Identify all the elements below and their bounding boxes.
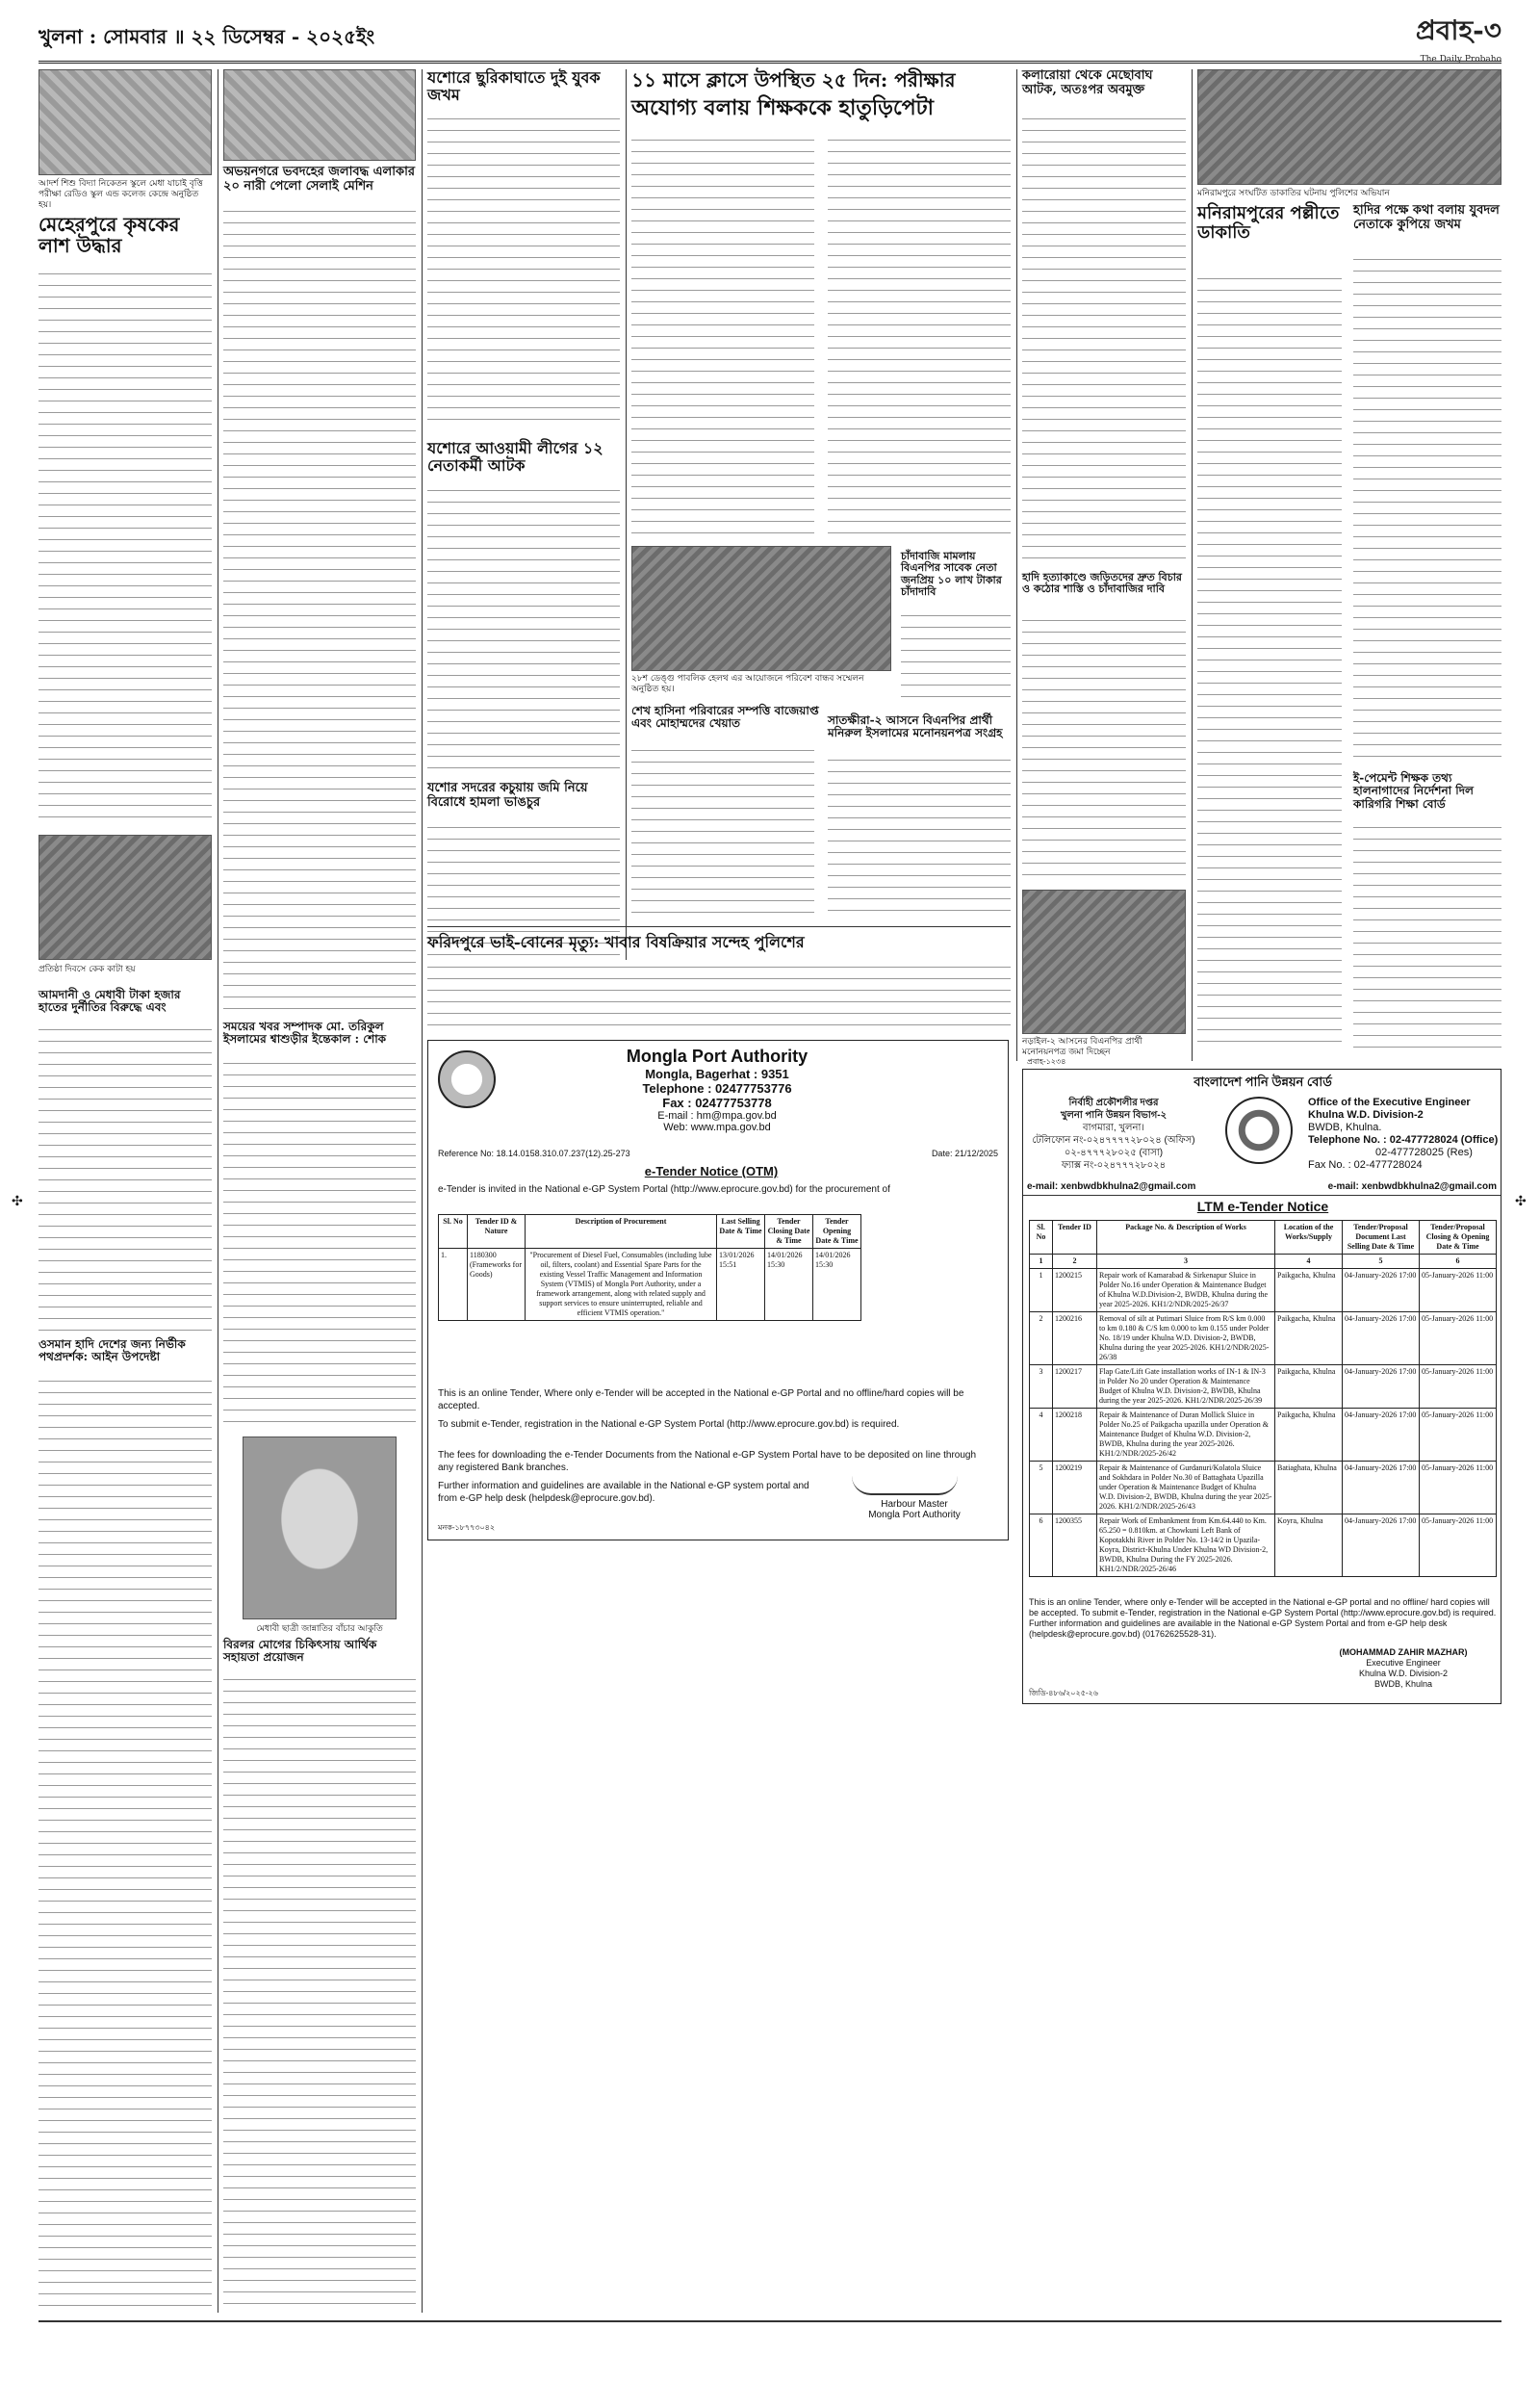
article-body: [1022, 112, 1186, 564]
article-body: [223, 1672, 416, 2308]
headline: মনিরামপুরের পল্লীতে ডাকাতি: [1197, 203, 1340, 244]
headline: যশোরে আওয়ামী লীগের ১২ নেতাকর্মী আটক: [427, 439, 603, 475]
divider: [1023, 1195, 1501, 1196]
lead-headline: ১১ মাসে ক্লাসে উপস্থিত ২৫ দিন: পরীক্ষার: [631, 68, 956, 91]
article-body: [828, 133, 1011, 537]
table-row: [1030, 1365, 1497, 1409]
sign-name: (MOHAMMAD ZAHIR MAZHAR): [1339, 1647, 1468, 1657]
headline: সময়ের খবর সম্পাদক মো. তরিকুল ইসলামের শ্বাশুড়ীর ইন্তেকাল : শোক: [223, 1020, 387, 1047]
photo-ceremony: [38, 835, 212, 960]
notice-date: Date: 21/12/2025: [931, 1149, 998, 1158]
article-body: [427, 960, 1011, 1032]
article-body: [631, 133, 814, 537]
bn-place: বাগমারা, খুলনা।: [1083, 1123, 1144, 1133]
bn-division: খুলনা পানি উন্নয়ন বিভাগ-২: [1060, 1110, 1168, 1121]
headline: চাঁদাবাজি মামলায় বিএনপির সাবেক নেতা জনপ্রিয় ১০ লাখ টাকার চাঁদাদাবি: [901, 550, 1002, 598]
col-number: 3: [1097, 1255, 1275, 1269]
bwdb-signatory: [1312, 1647, 1495, 1690]
table-row: [1030, 1269, 1497, 1312]
table-cell: 1200216: [1053, 1312, 1097, 1365]
col-number: 6: [1420, 1255, 1497, 1269]
bn-fax: ফ্যাক্স নং-০২৪৭৭৭২৮০২৪: [1061, 1160, 1167, 1171]
article-body: [1022, 613, 1186, 883]
bn-phone: টেলিফোন নং-০২৪৭৭৭৭২৮০২৪ (অফিস): [1032, 1135, 1195, 1146]
notice-para: Further information and guidelines are available in the National e-GP system portal and from e-GP help desk (helpdesk@eprocure.gov.bd).: [438, 1481, 809, 1504]
headline: সাতক্ষীরা-২ আসনে বিএনপির প্রার্থী মনিরুল ইসলামের মনোনয়নপত্র সংগ্রহ: [828, 713, 1003, 740]
photo-caption: ২৮শ ডেঙ্গু পাবলিক হেলথ এর আয়োজনে পরিবেশ বান্ধব সম্মেলন অনুষ্ঠিত হয়।: [631, 674, 864, 694]
column-5: [1022, 69, 1186, 1061]
bn-phone-res: ০২-৪৭৭৭২৮০২৫ (বাসা): [1064, 1148, 1164, 1158]
bwdb-tender-ad: [1022, 1057, 1502, 1704]
column-3: [427, 69, 620, 1032]
bwdb-notice-title: LTM e-Tender Notice: [1196, 1199, 1329, 1214]
table-cell: 1200217: [1053, 1365, 1097, 1409]
story-divider: [427, 926, 1011, 927]
article-body: [631, 743, 814, 917]
bn-office: নির্বাহী প্রকৌশলীর দপ্তর: [1068, 1098, 1159, 1108]
table-cell: 4: [1030, 1409, 1053, 1462]
table-cell: Repair & Maintenance of Duran Mollick Sluice in Polder No.25 of Paikgacha upazilla under Operation & Maintenance Budget of Khulna W.D. Division-2, BWDB, Khulna during the year 2025-2026. KH1/2/NDR/2025-26/42: [1097, 1409, 1275, 1462]
sign-division: Khulna W.D. Division-2: [1358, 1669, 1449, 1678]
en-telephone-res: 02-477728025 (Res): [1375, 1147, 1473, 1158]
org-name: Mongla Port Authority: [626, 1047, 808, 1066]
ad-header: [505, 1047, 929, 1133]
headline: শেখ হাসিনা পরিবারের সম্পত্তি বাজেয়াপ্ত এবং মোহাম্মদের খেয়াত: [631, 704, 819, 731]
register-mark: ✣: [12, 1194, 23, 1209]
notice-title: e-Tender Notice (OTM): [644, 1164, 779, 1178]
table-header: Tender Closing Date & Time: [765, 1215, 813, 1249]
en-fax: Fax No. : 02-477728024: [1308, 1159, 1423, 1171]
table-cell: 04-January-2026 17:00: [1343, 1312, 1420, 1365]
table-row: [1030, 1462, 1497, 1514]
table-cell: 6: [1030, 1514, 1053, 1577]
article-body: [223, 204, 416, 1013]
table-cell: 3: [1030, 1365, 1053, 1409]
table-cell: Paikgacha, Khulna: [1275, 1409, 1343, 1462]
bwdb-ad-code: জিডি-৪৮৬/২০২৫-২৬: [1029, 1689, 1098, 1697]
table-cell: 05-January-2026 11:00: [1420, 1312, 1497, 1365]
col-number: 2: [1053, 1255, 1097, 1269]
table-header: Description of Procurement: [526, 1215, 717, 1249]
column-6: [1197, 69, 1502, 1061]
bwdb-banner: বাংলাদেশ পানি উন্নয়ন বোর্ড: [1194, 1074, 1332, 1089]
column-rule: [1192, 69, 1193, 1061]
article-body: [1353, 820, 1502, 1051]
article-body: [38, 1022, 212, 1331]
mongla-tender-ad: [427, 1040, 1009, 1540]
table-cell: 5: [1030, 1462, 1053, 1514]
table-cell: Paikgacha, Khulna: [1275, 1312, 1343, 1365]
table-row: [1030, 1312, 1497, 1365]
table-cell: Repair & Maintenance of Gurdanuri/Kolatola Sluice and Sokhdara in Polder No.30 of Battaghata Upazilla under Operation & Maintenance Budget of Khulna W.D. Division-2, BWDB, Khulna during the year 2025-2026. KH1/2/NDR/2025-26/43: [1097, 1462, 1275, 1514]
headline: ফরিদপুরে ভাই-বোনের মৃত্যু: খাবার বিষক্রিয়ার সন্দেহ পুলিশের: [427, 933, 805, 951]
headline: যশোর সদরের কচুয়ায় জমি নিয়ে বিরোধে হামলা ভাঙচুর: [427, 781, 588, 810]
en-telephone: Telephone No. : 02-477728024 (Office): [1308, 1134, 1499, 1146]
headline: ই-পেমেন্ট শিক্ষক তথ্য হালনাগাদের নির্দেশনা দিল কারিগরি শিক্ষা বোর্ড: [1353, 771, 1474, 811]
sign-org: BWDB, Khulna: [1373, 1679, 1433, 1689]
table-cell: Paikgacha, Khulna: [1275, 1269, 1343, 1312]
en-division: Khulna W.D. Division-2: [1308, 1109, 1424, 1121]
table-cell: 1200215: [1053, 1269, 1097, 1312]
col-number: 4: [1275, 1255, 1343, 1269]
table-cell: 04-January-2026 17:00: [1343, 1409, 1420, 1462]
column-2: [223, 69, 416, 2313]
table-cell: 1200355: [1053, 1514, 1097, 1577]
lead-headline: অযোগ্য বলায় শিক্ষককে হাতুড়িপেটা: [631, 95, 935, 120]
table-header: Sl. No: [439, 1215, 468, 1249]
table-header: Last Selling Date & Time: [717, 1215, 765, 1249]
table-cell: 2: [1030, 1312, 1053, 1365]
table-header: Tender ID & Nature: [468, 1215, 526, 1249]
photo-police: [1197, 69, 1502, 185]
table-number-row: [1030, 1255, 1497, 1269]
photo-caption: মেধাবী ছাত্রী জান্নাতির বাঁচার আকুতি: [256, 1624, 383, 1634]
table-cell: Koyra, Khulna: [1275, 1514, 1343, 1577]
table-cell: 05-January-2026 11:00: [1420, 1409, 1497, 1462]
article-body: [1353, 252, 1502, 763]
notice-para: The fees for downloading the e-Tender Documents from the National e-GP System Portal have to be deposited on line through any registered Bank branches.: [438, 1450, 977, 1473]
bwdb-code: প্রবাহ-১২৩৪: [1027, 1057, 1066, 1066]
table-cell: Paikgacha, Khulna: [1275, 1365, 1343, 1409]
reference-no: Reference No: 18.14.0158.310.07.237(12).25-273: [438, 1149, 630, 1158]
article-body: [38, 1374, 212, 2308]
table-cell: 1.: [439, 1249, 468, 1321]
email-right[interactable]: e-mail: xenbwdbkhulna2@gmail.com: [1327, 1181, 1497, 1192]
headline: ওসমান হাদি দেশের জন্য নির্ভীক পথপ্রদর্শক: আইন উপদেষ্টা: [38, 1337, 186, 1364]
notice-para: This is an online Tender, Where only e-Tender will be accepted in the National e-GP Portal and no offline/hard copies will be accepted.: [438, 1388, 964, 1411]
col-number: 5: [1343, 1255, 1420, 1269]
photo-caption: মনিরামপুরে সংঘটিত ডাকাতির ঘটনায় পুলিশের অভিযান: [1197, 189, 1390, 198]
headline: বিরলর মোগের চিকিৎসায় আর্থিক সহায়তা প্রয়োজন: [223, 1638, 377, 1665]
table-cell: 04-January-2026 17:00: [1343, 1269, 1420, 1312]
table-cell: 14/01/2026 15:30: [765, 1249, 813, 1321]
headline: যশোরে ছুরিকাঘাতে দুই যুবক জখম: [427, 68, 601, 104]
table-header: Tender/Proposal Closing & Opening Date & Time: [1420, 1221, 1497, 1255]
bwdb-footer-text: This is an online Tender, where only e-Tender will be accepted in the National e-GP portal and no offline/ hard copies will be accepted. To submit e-Tender, registration in the National e-GP System Portal (http://www.eprocure.gov.bd) is required. Further information and guidelines are available in the National e-GP System Portal and from e-GP help desk (helpdesk@eprocure.gov.bd) (01762625528-31).: [1029, 1597, 1497, 1639]
table-header: Sl. No: [1030, 1221, 1053, 1255]
org-email[interactable]: E-mail : hm@mpa.gov.bd: [657, 1110, 777, 1122]
photo-exam: [38, 69, 212, 175]
en-office: Office of the Executive Engineer: [1308, 1097, 1471, 1108]
photo-caption: আদর্শ শিশু বিদ্যা নিকেতন স্কুলে মেধা যাচাই বৃত্তি পরীক্ষা রেডিও স্কুল এন্ড কলেজ কেন্দ্রে অনুষ্ঠিত হয়।: [38, 179, 203, 210]
masthead: [38, 10, 1502, 64]
ad-code: মনক-১৮৭৭৩০৪২: [438, 1523, 496, 1532]
table-header: Tender/Proposal Document Last Selling Date & Time: [1343, 1221, 1420, 1255]
article-body: [223, 1056, 416, 1432]
mpa-logo: [438, 1050, 496, 1108]
photo-student: [243, 1436, 397, 1619]
article-body: [427, 112, 620, 429]
headline: হাদি হত্যাকাণ্ডে জড়িতদের দ্রুত বিচার ও কঠোর শাস্তি ও চাঁদাবাজির দাবি: [1022, 571, 1182, 596]
signatory: [833, 1499, 996, 1520]
paper-name: প্রবাহ-৩: [1415, 14, 1502, 46]
table-cell: 04-January-2026 17:00: [1343, 1365, 1420, 1409]
table-cell: 05-January-2026 11:00: [1420, 1514, 1497, 1577]
table-cell: Removal of silt at Putimari Sluice from R/S km 0.000 to km 0.180 & C/S km 0.000 to km 0.155 under Polder No. 18/19 under Khulna W.D. Division-2, BWDB, Khulna during the year 2025-2026. KH1/2/NDR/2025-26/38: [1097, 1312, 1275, 1365]
org-web[interactable]: Web: www.mpa.gov.bd: [663, 1122, 771, 1133]
signature-scribble: [852, 1476, 958, 1495]
org-address: Mongla, Bagerhat : 9351: [645, 1067, 789, 1081]
table-cell: 1180300 (Frameworks for Goods): [468, 1249, 526, 1321]
headline: অভয়নগরে ভবদহের জলাবদ্ধ এলাকার ২০ নারী পেলো সেলাই মেশিন: [223, 165, 416, 194]
table-cell: "Procurement of Diesel Fuel, Consumables (including lube oil, filters, coolant) and Essential Spare Parts for the existing Vessel Traffic Management and Information System (VTMIS) of Mongla Port Authority, under a framework arrangement, along with related supply and support services to ensure uninterrupted, reliable and efficient VTMIS operation.": [526, 1249, 717, 1321]
table-cell: 14/01/2026 15:30: [813, 1249, 861, 1321]
table-cell: 05-January-2026 11:00: [1420, 1269, 1497, 1312]
table-cell: 13/01/2026 15:51: [717, 1249, 765, 1321]
sign-title: Executive Engineer: [1366, 1658, 1441, 1668]
col-number: 1: [1030, 1255, 1053, 1269]
table-row: [439, 1249, 861, 1321]
bwdb-tender-table: [1029, 1220, 1497, 1577]
signatory-org: Mongla Port Authority: [868, 1510, 961, 1520]
register-mark: ✣: [1515, 1194, 1527, 1209]
email-left[interactable]: e-mail: xenbwdbkhulna2@gmail.com: [1027, 1181, 1196, 1192]
bwdb-logo: [1225, 1097, 1293, 1164]
notice-para: To submit e-Tender, registration in the National e-GP System Portal (http://www.eprocure.gov.bd) is required.: [438, 1419, 900, 1430]
table-cell: Flap Gate/Lift Gate installation works of IN-1 & IN-3 in Polder No 20 under Operation & Maintenance Budget of Khulna W.D. Division-2, BWDB, Khulna during the year 2025-2026. KH1/2/NDR/2025-26/39: [1097, 1365, 1275, 1409]
signatory-title: Harbour Master: [881, 1499, 948, 1510]
headline: মেহেরপুরে কৃষকের লাশ উদ্ধার: [38, 213, 180, 258]
column-rule: [626, 69, 627, 1032]
photo-machines: [223, 69, 416, 161]
table-cell: 1: [1030, 1269, 1053, 1312]
en-office-block: [1308, 1097, 1499, 1172]
table-cell: Repair work of Kamarabad & Sirkenapur Sluice in Polder No.16 under Operation & Maintenance Budget of Khulna W.D.Division-2, BWDB, Khulna during the year 2025-2026. KH1/2/NDR/2025-26/37: [1097, 1269, 1275, 1312]
table-header-row: [439, 1215, 861, 1249]
bn-office-block: [1027, 1097, 1200, 1172]
table-cell: Batiaghata, Khulna: [1275, 1462, 1343, 1514]
table-cell: Repair Work of Embankment from Km.64.440 to Km. 65.250 = 0.810km. at Chowkuni Left Bank of Kopotakkhi River in Polder No. 13-14/2 in Upazila-Koyra, District-Khulna Under Khulna WD Division-2, BWDB, Khulna During the FY 2025-2026. KH1/2/NDR/2025-26/46: [1097, 1514, 1275, 1577]
table-cell: 04-January-2026 17:00: [1343, 1514, 1420, 1577]
org-telephone: Telephone : 02477753776: [642, 1081, 792, 1096]
table-cell: 1200218: [1053, 1409, 1097, 1462]
mongla-tender-table: [438, 1214, 861, 1321]
org-fax: Fax : 02477753778: [662, 1096, 772, 1110]
photo-nomination: [1022, 890, 1186, 1034]
notice-intro: e-Tender is invited in the National e-GP System Portal (http://www.eprocure.gov.bd) for the procurement of: [438, 1184, 890, 1195]
table-header: Location of the Works/Supply: [1275, 1221, 1343, 1255]
table-cell: 1200219: [1053, 1462, 1097, 1514]
table-cell: 04-January-2026 17:00: [1343, 1462, 1420, 1514]
table-cell: 05-January-2026 11:00: [1420, 1365, 1497, 1409]
table-row: [1030, 1409, 1497, 1462]
column-rule: [1016, 69, 1017, 1061]
paper-logo: [1416, 10, 1502, 65]
photo-caption: প্রতিষ্ঠা দিবসে কেক কাটা হয়: [38, 965, 136, 974]
page-bottom-rule: [38, 2320, 1502, 2322]
column-1: [38, 69, 212, 2313]
date-line: খুলনা : সোমবার ॥ ২২ ডিসেম্বর - ২০২৫ইং: [38, 25, 375, 48]
table-header: Tender Opening Date & Time: [813, 1215, 861, 1249]
article-body: [828, 753, 1011, 917]
paper-subtitle: The Daily Probaho: [1420, 55, 1502, 65]
table-header-row: [1030, 1221, 1497, 1255]
column-rule: [422, 69, 423, 2313]
photo-event: [631, 546, 891, 671]
article-body: [38, 267, 212, 825]
photo-caption: নড়াইল-২ আসনের বিএনপির প্রার্থী মনোনয়নপত্র জমা দিচ্ছেন: [1022, 1037, 1142, 1057]
table-header: Tender ID: [1053, 1221, 1097, 1255]
en-place: BWDB, Khulna.: [1308, 1122, 1382, 1133]
table-cell: 05-January-2026 11:00: [1420, 1462, 1497, 1514]
headline: আমদানী ও মেধাবী টাকা হজার হাতের দুর্নীতির বিরুদ্ধে এবং: [38, 988, 181, 1015]
article-body: [427, 483, 620, 772]
headline: হাদির পক্ষে কথা বলায় যুবদল নেতাকে কুপিয়ে জখম: [1353, 203, 1500, 232]
table-row: [1030, 1514, 1497, 1577]
article-body: [901, 608, 1011, 705]
headline: কলারোয়া থেকে মেছোবাঘ আটক, অতঃপর অবমুক্ত: [1022, 68, 1153, 97]
table-header: Package No. & Description of Works: [1097, 1221, 1275, 1255]
article-body: [1197, 272, 1342, 1051]
